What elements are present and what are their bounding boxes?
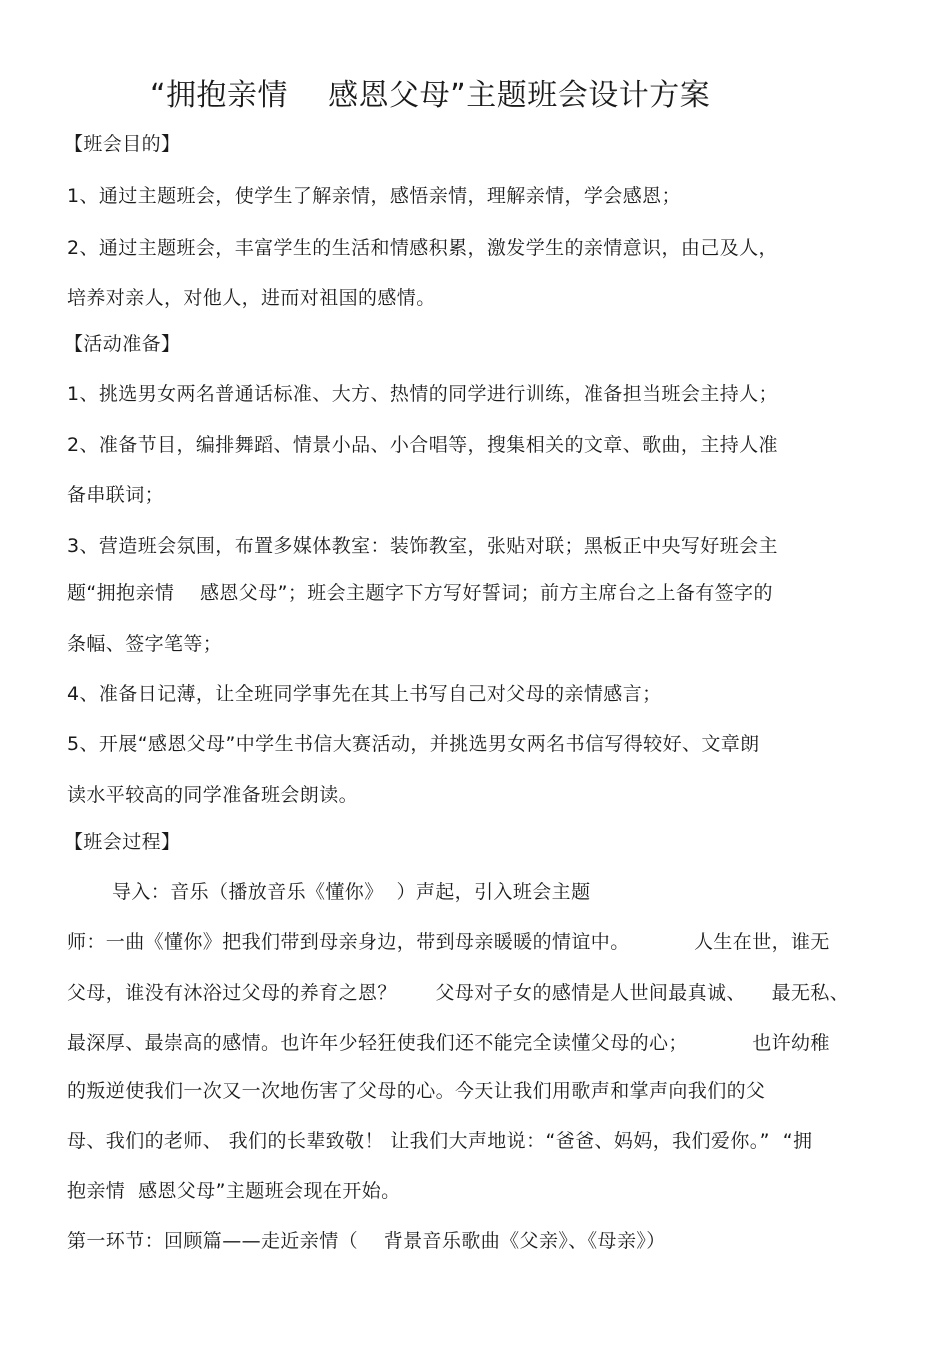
process-section-1: 第一环节：回顾篇——走近亲情（ 背景音乐歌曲《父亲》、《母亲》）	[67, 1230, 666, 1252]
process-paragraph-line-5: 母、我们的老师、 我们的长辈致敬！ 让我们大声地说：“爸爸、妈妈，我们爱你。” “拥	[67, 1130, 813, 1152]
preparation-item-5-line-1: 5、开展“感恩父母”中学生书信大赛活动，并挑选男女两名书信写得较好、文章朗	[67, 733, 760, 755]
section-heading-preparation: 【活动准备】	[64, 333, 181, 355]
preparation-item-5-line-2: 读水平较高的同学准备班会朗读。	[67, 784, 359, 806]
process-paragraph-line-3: 最深厚、最崇高的感情。也许年少轻狂使我们还不能完全读懂父母的心； 也许幼稚	[67, 1032, 830, 1054]
preparation-item-1: 1、挑选男女两名普通话标准、大方、热情的同学进行训练，准备担当班会主持人；	[67, 383, 778, 405]
purpose-item-2-line-2: 培养对亲人，对他人，进而对祖国的感情。	[67, 287, 436, 309]
preparation-item-4: 4、准备日记薄，让全班同学事先在其上书写自己对父母的亲情感言；	[67, 683, 662, 705]
purpose-item-2-line-1: 2、通过主题班会，丰富学生的生活和情感积累，激发学生的亲情意识，由己及人，	[67, 237, 778, 259]
page-title: “拥抱亲情 感恩父母”主题班会设计方案	[150, 78, 711, 113]
purpose-item-1: 1、通过主题班会，使学生了解亲情，感悟亲情，理解亲情，学会感恩；	[67, 185, 681, 207]
preparation-item-3-line-2: 题“拥抱亲情 感恩父母”；班会主题字下方写好誓词；前方主席台之上备有签字的	[67, 582, 773, 604]
section-heading-purpose: 【班会目的】	[64, 133, 181, 155]
process-paragraph-line-4: 的叛逆使我们一次又一次地伤害了父母的心。今天让我们用歌声和掌声向我们的父	[67, 1080, 766, 1102]
process-intro: 导入：音乐（播放音乐《懂你》 ）声起，引入班会主题	[112, 881, 591, 903]
section-heading-process: 【班会过程】	[64, 831, 181, 853]
preparation-item-2-line-1: 2、准备节目，编排舞蹈、情景小品、小合唱等，搜集相关的文章、歌曲，主持人准	[67, 434, 778, 456]
preparation-item-2-line-2: 备串联词；	[67, 484, 165, 506]
process-paragraph-line-2: 父母，谁没有沐浴过父母的养育之恩？ 父母对子女的感情是人世间最真诚、 最无私、	[67, 982, 850, 1004]
preparation-item-3-line-3: 条幅、签字笔等；	[67, 633, 223, 655]
preparation-item-3-line-1: 3、营造班会氛围，布置多媒体教室：装饰教室，张贴对联；黑板正中央写好班会主	[67, 535, 778, 557]
process-paragraph-line-1: 师：一曲《懂你》把我们带到母亲身边，带到母亲暖暖的情谊中。 人生在世，谁无	[67, 931, 830, 953]
process-paragraph-line-6: 抱亲情 感恩父母”主题班会现在开始。	[67, 1180, 401, 1202]
